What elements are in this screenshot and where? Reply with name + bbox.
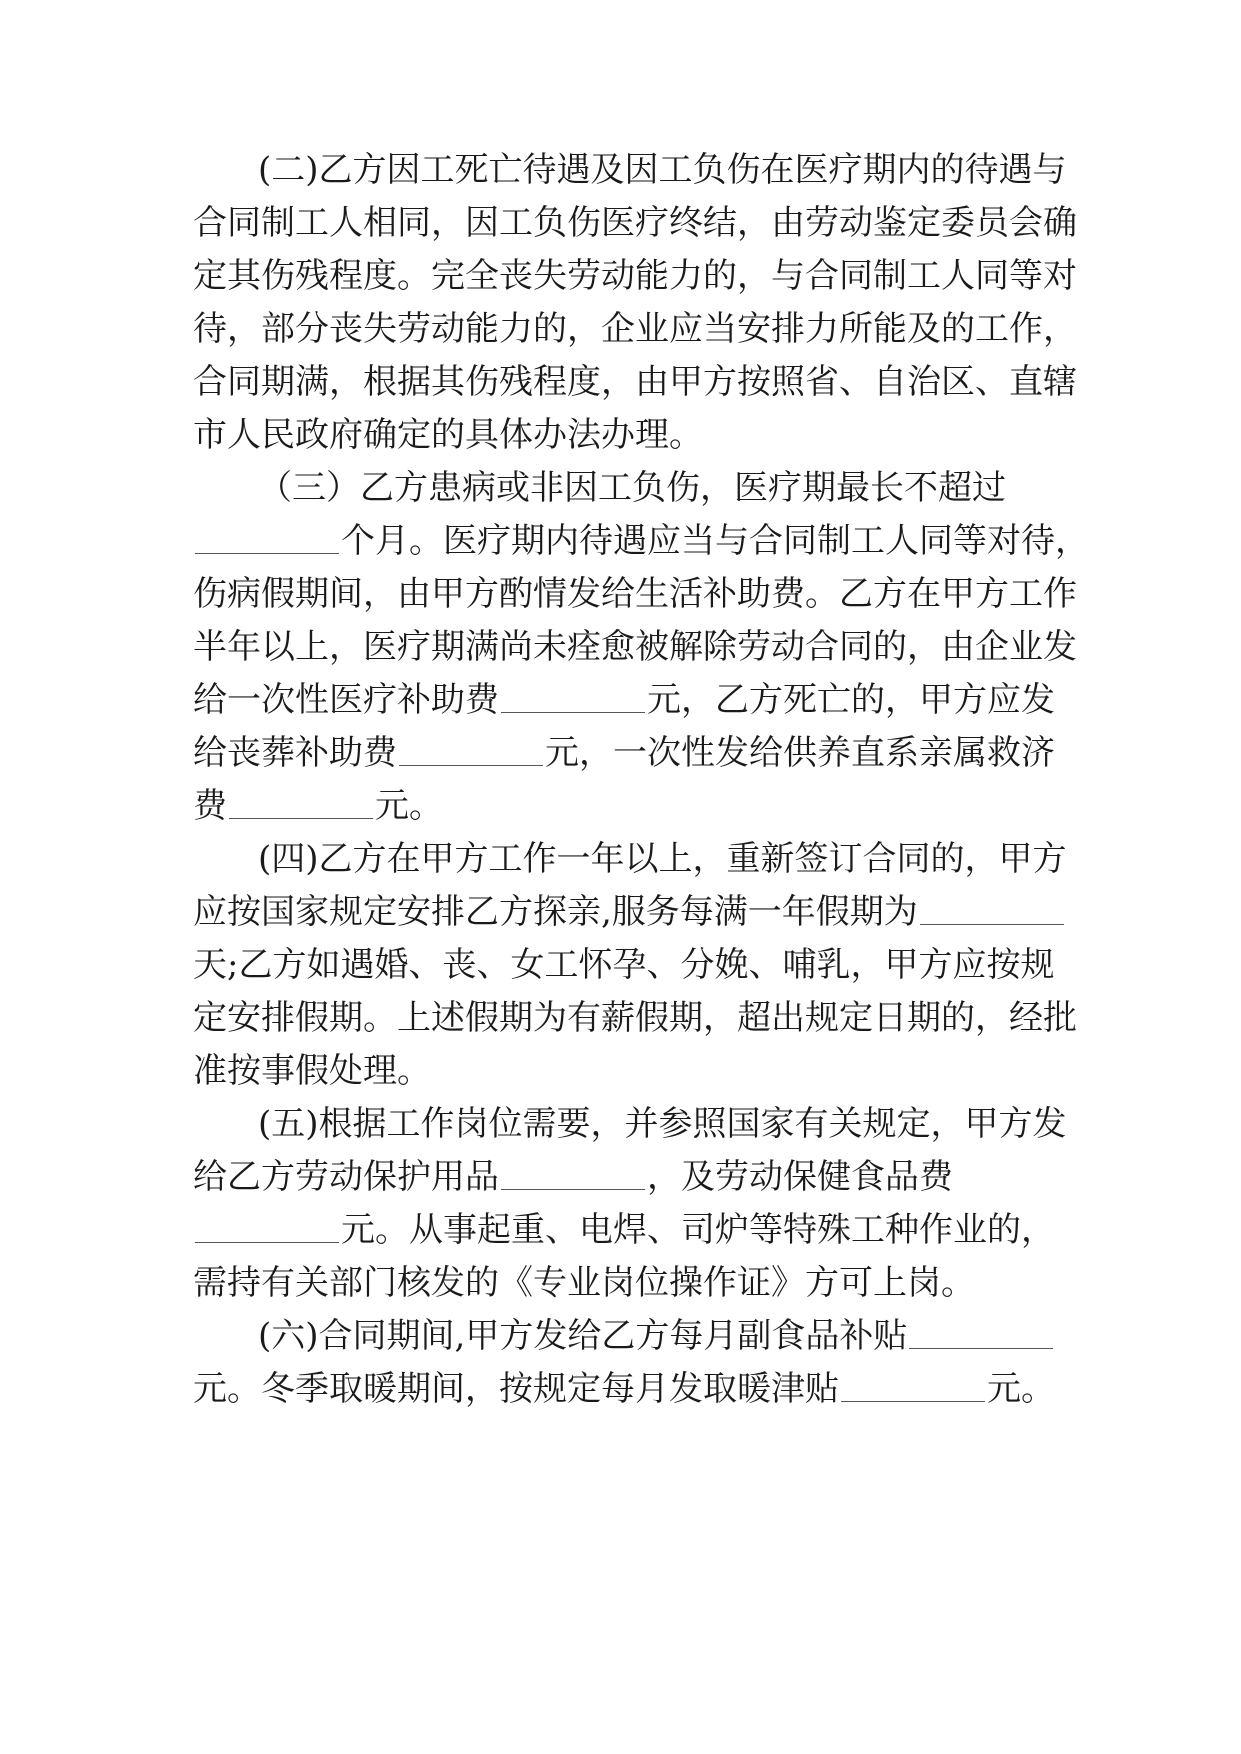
text-segment: 元，乙方死亡的，甲方应发 — [647, 680, 1055, 720]
text-line — [193, 1369, 1053, 1409]
text-line — [258, 1316, 1118, 1356]
text-line: 待，部分丧失劳动能力的，企业应当安排力所能及的工作， — [193, 309, 1077, 349]
text-line: 市人民政府确定的具体办法办理。 — [193, 415, 703, 455]
text-line: (二)乙方因工死亡待遇及因工负伤在医疗期内的待遇与 — [258, 150, 1067, 190]
text-line: 伤病假期间，由甲方酌情发给生活补助费。乙方在甲方工作 — [193, 574, 1077, 614]
text-segment: 元，一次性发给供养直系亲属救济 — [545, 733, 1055, 773]
text-line: 需持有关部门核发的《专业岗位操作证》方可上岗。 — [193, 1263, 975, 1303]
text-line: 半年以上，医疗期满尚未痊愈被解除劳动合同的，由企业发 — [193, 627, 1077, 667]
text-line — [193, 1210, 1053, 1250]
text-line: 合同期满，根据其伤残程度，由甲方按照省、自治区、直辖 — [193, 362, 1077, 402]
fill-blank[interactable] — [501, 1159, 645, 1190]
text-segment: 个月。医疗期内待遇应当与合同制工人同等对待， — [341, 521, 1089, 561]
text-segment: 应按国家规定安排乙方探亲,服务每满一年假期为 — [193, 892, 918, 932]
text-segment: ，及劳动保健食品费 — [647, 1157, 953, 1197]
fill-blank[interactable] — [920, 894, 1064, 925]
text-segment: 元。 — [987, 1369, 1055, 1409]
text-line — [193, 733, 1053, 773]
text-line: 天;乙方如遇婚、丧、女工怀孕、分娩、哺乳，甲方应按规 — [193, 945, 1055, 985]
text-line — [193, 1157, 1053, 1197]
fill-blank[interactable] — [501, 682, 645, 713]
text-line — [193, 680, 1053, 720]
text-segment: 元。从事起重、电焊、司炉等特殊工种作业的， — [341, 1210, 1055, 1250]
text-line: 准按事假处理。 — [193, 1051, 431, 1091]
text-line: (四)乙方在甲方工作一年以上，重新签订合同的，甲方 — [258, 839, 1067, 879]
text-segment: 给一次性医疗补助费 — [193, 680, 499, 720]
text-segment: 元。 — [375, 786, 443, 826]
text-segment: 给乙方劳动保护用品 — [193, 1157, 499, 1197]
fill-blank[interactable] — [909, 1318, 1053, 1349]
text-line: 定安排假期。上述假期为有薪假期，超出规定日期的，经批 — [193, 998, 1077, 1038]
text-line — [193, 786, 1053, 826]
text-line: 定其伤残程度。完全丧失劳动能力的，与合同制工人同等对 — [193, 256, 1077, 296]
fill-blank[interactable] — [399, 735, 543, 766]
text-segment: 费 — [193, 786, 227, 826]
fill-blank[interactable] — [841, 1371, 985, 1402]
text-line: (五)根据工作岗位需要，并参照国家有关规定，甲方发 — [258, 1104, 1067, 1144]
fill-blank[interactable] — [195, 1212, 339, 1243]
text-line — [193, 521, 1089, 561]
text-segment: 给丧葬补助费 — [193, 733, 397, 773]
fill-blank[interactable] — [195, 523, 339, 554]
text-line: （三）乙方患病或非因工负伤，医疗期最长不超过 — [258, 468, 1006, 508]
text-segment: 元。冬季取暖期间，按规定每月发取暖津贴 — [193, 1369, 839, 1409]
text-line — [193, 892, 1053, 932]
text-line: 合同制工人相同，因工负伤医疗终结，由劳动鉴定委员会确 — [193, 203, 1077, 243]
text-segment: (六)合同期间,甲方发给乙方每月副食品补贴 — [258, 1316, 908, 1356]
fill-blank[interactable] — [229, 788, 373, 819]
